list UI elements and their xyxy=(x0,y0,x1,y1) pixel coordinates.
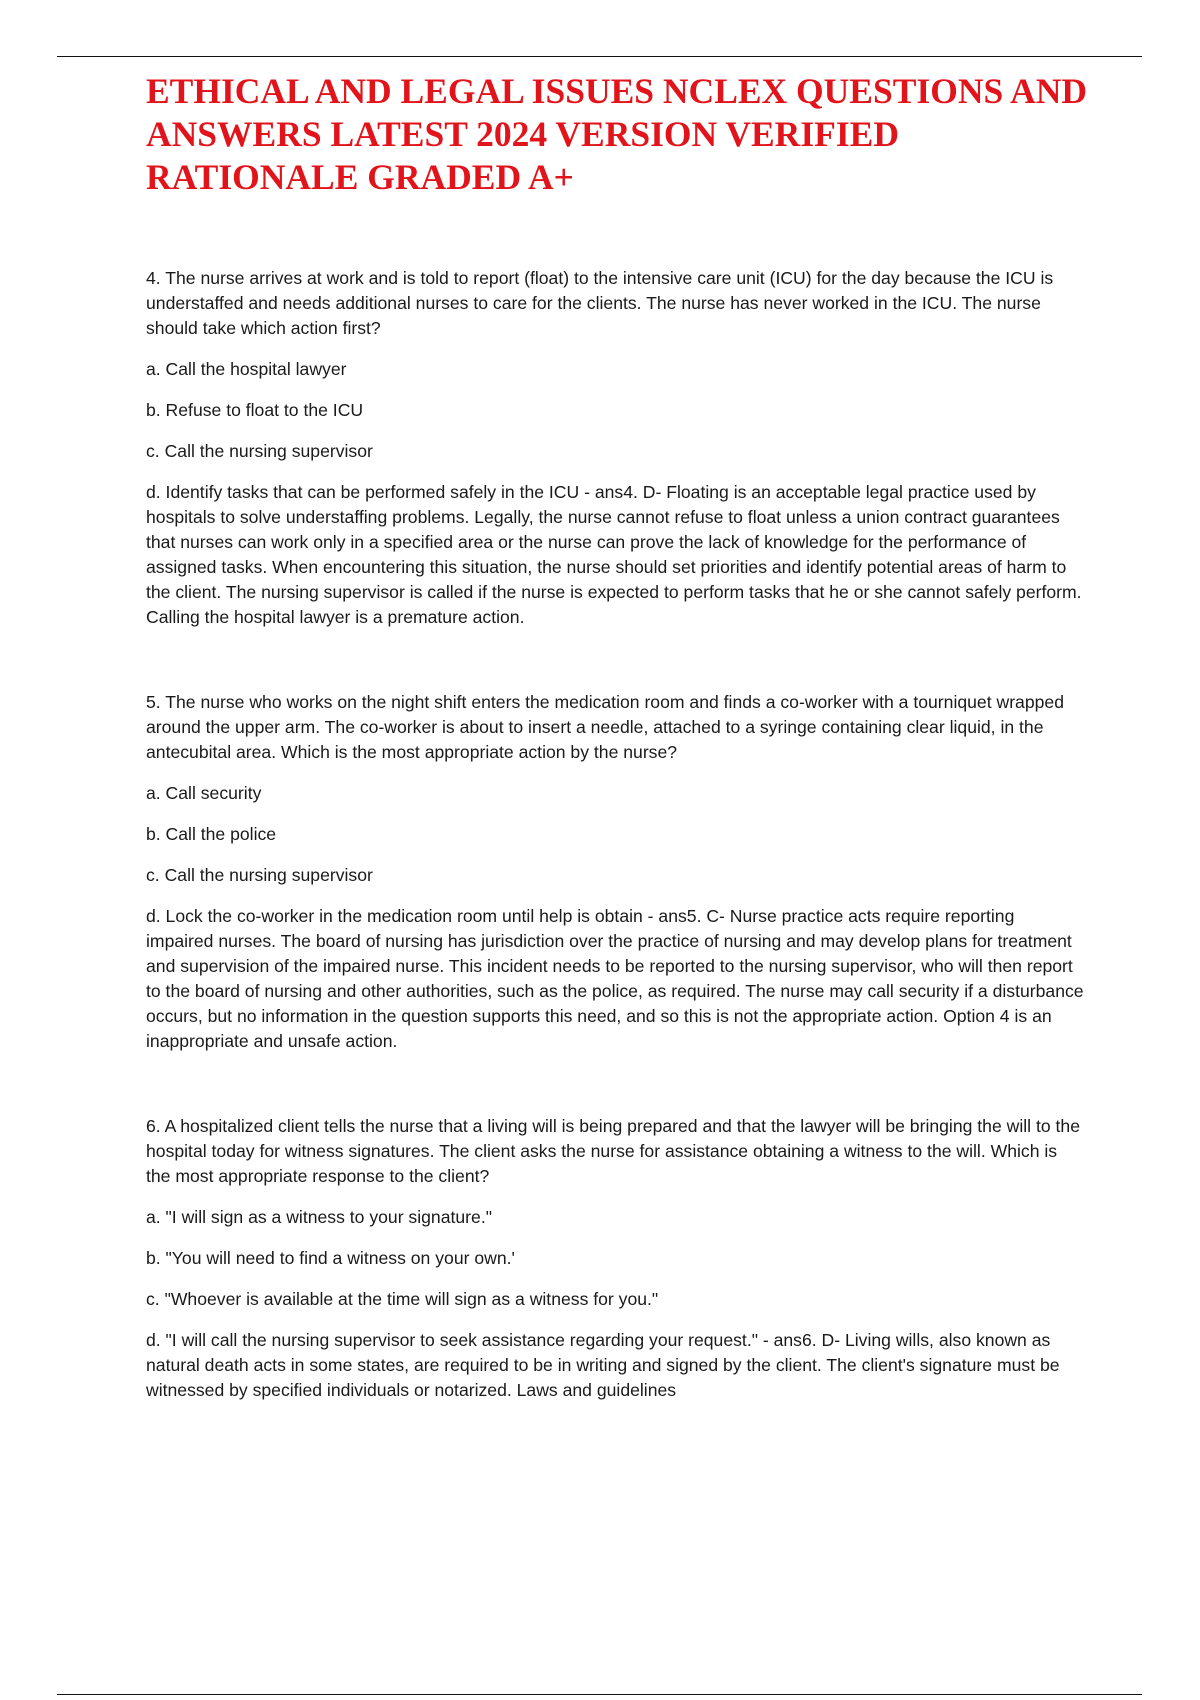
option-b: b. Refuse to float to the ICU xyxy=(146,400,364,420)
option-d-and-rationale: d. Identify tasks that can be performed safely in the ICU - ans4. D- Floating is an acceptable legal practice used by hospitals to solve understaffing problems. Legally, the nurse cannot refuse to float unless a union contract guarantees that nurses can work only in a specified area or the nurse can prove the lack of knowledge for the performance of assigned tasks. When encountering this situation, the nurse should set priorities and identify potential areas of harm to the client. The nursing supervisor is called if the nurse is expected to perform tasks that he or she cannot safely perform. Calling the hospital lawyer is a premature action. xyxy=(146,482,1082,627)
question-4 xyxy=(146,266,1086,630)
document-title: ETHICAL AND LEGAL ISSUES NCLEX QUESTIONS AND ANSWERS LATEST 2024 VERSION VERIFIED RATIONALE GRADED A+ xyxy=(146,71,1088,197)
option-c: c. Call the nursing supervisor xyxy=(146,441,373,461)
option-c: c. Call the nursing supervisor xyxy=(146,865,373,885)
option-a: a. Call the hospital lawyer xyxy=(146,359,347,379)
option-b: b. Call the police xyxy=(146,824,277,844)
option-d-and-rationale: d. Lock the co-worker in the medication room until help is obtain - ans5. C- Nurse practice acts require reporting impaired nurses. The board of nursing has jurisdiction over the practice of nursing and may develop plans for treatment and supervision of the impaired nurse. This incident needs to be reported to the nursing supervisor, who will then report to the board of nursing and other authorities, such as the police, as required. The nurse may call security if a disturbance occurs, but no information in the question supports this need, and so this is not the appropriate action. Option 4 is an inappropriate and unsafe action. xyxy=(146,906,1084,1051)
option-d-and-rationale: d. "I will call the nursing supervisor to seek assistance regarding your request." - ans6. D- Living wills, also known as natural death acts in some states, are required to be in writing and signed by the client. The client's signature must be witnessed by specified individuals or notarized. Laws and guidelines xyxy=(146,1330,1060,1400)
option-c: c. "Whoever is available at the time will sign as a witness for you." xyxy=(146,1289,659,1309)
question-stem: 6. A hospitalized client tells the nurse that a living will is being prepared and that the lawyer will be bringing the will to the hospital today for witness signatures. The client asks the nurse for assistance obtaining a witness to the will. Which is the most appropriate response to the client? xyxy=(146,1116,1080,1186)
bottom-divider xyxy=(57,1694,1142,1695)
top-divider xyxy=(57,56,1142,57)
option-a: a. Call security xyxy=(146,783,262,803)
question-stem: 5. The nurse who works on the night shift enters the medication room and finds a co-worker with a tourniquet wrapped around the upper arm. The co-worker is about to insert a needle, attached to a syringe containing clear liquid, in the antecubital area. Which is the most appropriate action by the nurse? xyxy=(146,692,1064,762)
question-stem: 4. The nurse arrives at work and is told to report (float) to the intensive care unit (ICU) for the day because the ICU is understaffed and needs additional nurses to care for the clients. The nurse has never worked in the ICU. The nurse should take which action first? xyxy=(146,268,1054,338)
option-b: b. "You will need to find a witness on your own.' xyxy=(146,1248,515,1268)
question-6 xyxy=(146,1114,1086,1403)
question-5 xyxy=(146,690,1086,1054)
option-a: a. "I will sign as a witness to your signature." xyxy=(146,1207,492,1227)
document-body xyxy=(146,266,1086,1403)
